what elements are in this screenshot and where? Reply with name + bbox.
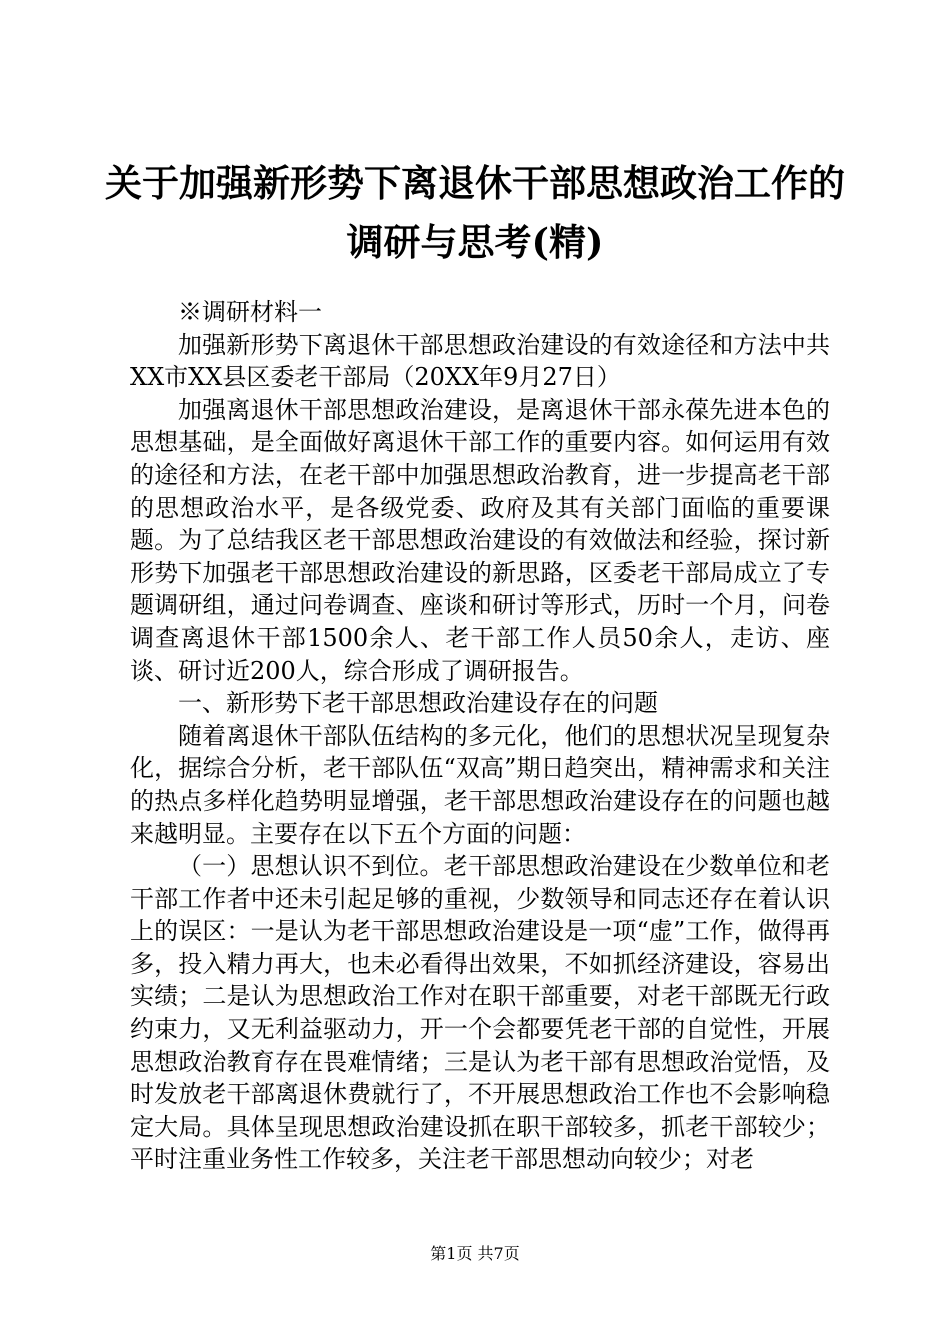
page-number-footer: 第1页 共7页 [430,1244,520,1263]
paragraph-problems-overview: 随着离退休干部队伍结构的多元化，他们的思想状况呈现复杂化，据综合分析，老干部队伍“双高”期日趋突出，精神需求和关注的热点多样化趋势明显增强，老干部思想政治建设存在的问题也越来越明显。主要存在以下五个方面的问题： [130,721,830,848]
document-title-line-1: 关于加强新形势下离退休干部思想政治工作的 [105,161,845,205]
document-title-line-2: 调研与思考(精) [346,220,604,264]
paragraph-intro: 加强离退休干部思想政治建设，是离退休干部永葆先进本色的思想基础，是全面做好离退休干部工作的重要内容。如何运用有效的途径和方法，在老干部中加强思想政治教育，进一步提高老干部的思想政治水平，是各级党委、政府及其有关部门面临的重要课题。为了总结我区老干部思想政治建设的有效做法和经验，探讨新形势下加强老干部思想政治建设的新思路，区委老干部局成立了专题调研组，通过问卷调查、座谈和研讨等形式，历时一个月，问卷调查离退休干部1500余人、老干部工作人员50余人，走访、座谈、研讨近200人，综合形成了调研报告。 [130,395,830,685]
paragraph-subtitle: 加强新形势下离退休干部思想政治建设的有效途径和方法中共XX市XX县区委老干部局（20XX年9月27日） [130,330,830,392]
paragraph-problem-1: （一）思想认识不到位。老干部思想政治建设在少数单位和老干部工作者中还未引起足够的重视，少数领导和同志还存在着认识上的误区：一是认为老干部思想政治建设是一项“虚”工作，做得再多，投入精力再大，也未必看得出效果，不如抓经济建设，容易出实绩；二是认为思想政治工作对在职干部重要，对老干部既无行政约束力，又无利益驱动力，开一个会都要凭老干部的自觉性，开展思想政治教育存在畏难情绪；三是认为老干部有思想政治觉悟，及时发放老干部离退休费就行了，不开展思想政治工作也不会影响稳定大局。具体呈现思想政治建设抓在职干部较多，抓老干部较少；平时注重业务性工作较多，关注老干部思想动向较少；对老 [130,852,830,1174]
document-body [130,296,830,1176]
paragraph-heading-problems: 一、新形势下老干部思想政治建设存在的问题 [178,689,658,718]
paragraph-section-label: ※调研材料一 [178,298,322,326]
